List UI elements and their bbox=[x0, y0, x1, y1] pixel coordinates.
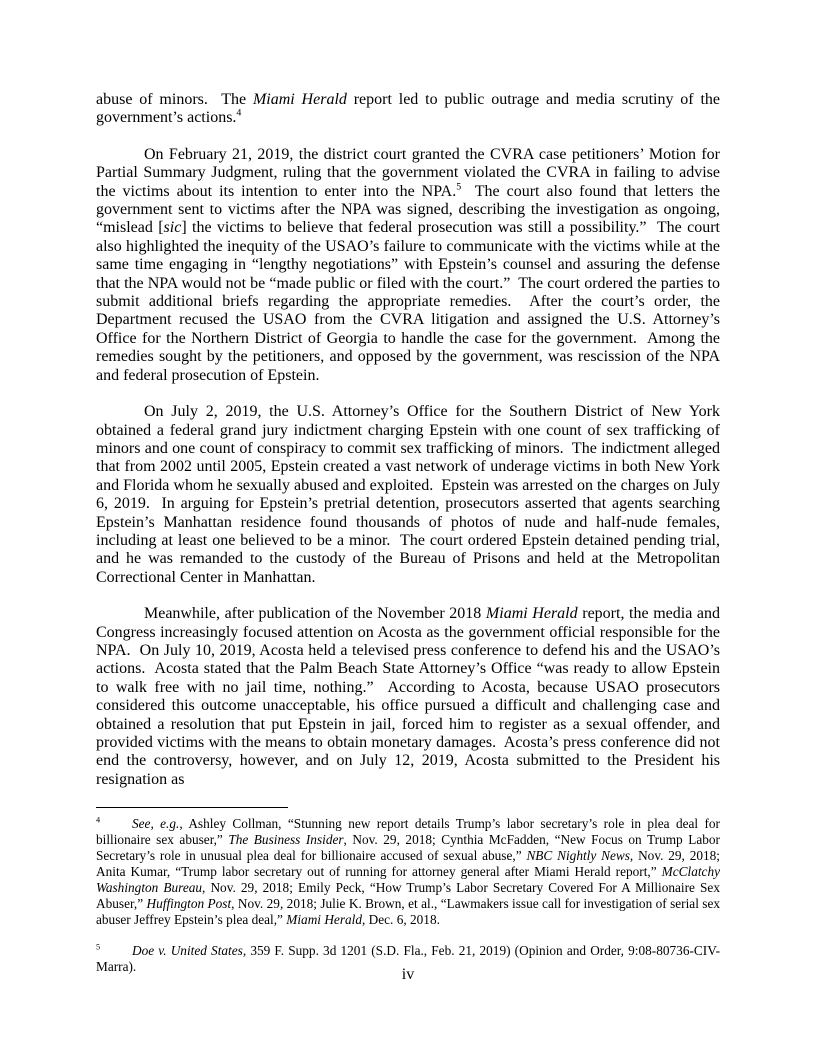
footnote-marker: 5 bbox=[96, 942, 101, 952]
text-run: abuse of minors. The bbox=[96, 91, 253, 108]
text-run: report, the media and Congress increasingly focused attention on Acosta as the government official responsible for the NPA. On July 10, 2019, Acosta held a televised press conference to defend his and the USAO’s actions. Acosta stated that the Palm Beach State Attorney’s Office “was ready to allow Epstein to walk free with no jail time, nothing.” According to Acosta, because USAO prosecutors considered this outcome unacceptable, his office pursued a difficult and challenging case and obtained a resolution that put Epstein in jail, forced him to register as a sexual offender, and provided victims with the means to obtain monetary damages. Acosta’s press conference did not end the controversy, however, and on July 12, 2019, Acosta submitted to the President his resignation as bbox=[96, 605, 721, 788]
italic-text: McClatchy Washington Bureau bbox=[96, 864, 720, 896]
text-run: , Nov. 29, 2018; Anita Kumar, “Trump labor secretary out of running for attorney general after Miami Herald report,” bbox=[96, 848, 720, 880]
italic-text: Doe v. United States, bbox=[132, 943, 247, 959]
text-run: 359 F. Supp. 3d 1201 (S.D. Fla., Feb. 21, 2019) (Opinion and Order, 9:08-80736-CIV-Marra). bbox=[96, 943, 721, 975]
text-run: , Nov. 29, 2018; Julie K. Brown, et al., “Lawmakers issue call for investigation of serial sex abuser Jeffrey Epstein’s plea deal,” bbox=[96, 896, 721, 928]
footnote-separator bbox=[96, 807, 288, 808]
body-paragraph bbox=[96, 146, 720, 385]
italic-text: Huffington Post bbox=[146, 896, 232, 912]
footnote-item bbox=[96, 816, 720, 928]
italic-text: NBC Nightly News bbox=[526, 848, 630, 864]
italic-text: The Business Insider bbox=[228, 832, 344, 848]
text-run: , Nov. 29, 2018; Emily Peck, “How Trump’s Labor Secretary Covered For A Millionaire Sex Abuser,” bbox=[96, 880, 720, 912]
text-run: , Dec. 6, 2018. bbox=[362, 912, 440, 928]
text-block bbox=[96, 91, 720, 990]
text-run: On July 2, 2019, the U.S. Attorney’s Office for the Southern District of New York obtained a federal grand jury indictment charging Epstein with one count of sex trafficking of minors and one count of conspiracy to commit sex trafficking of minors. The indictment alleged that from 2002 until 2005, Epstein created a vast network of underage victims in both New York and Florida whom he sexually abused and exploited. Epstein was arrested on the charges on July 6, 2019. In arguing for Epstein’s pretrial detention, prosecutors asserted that agents searching Epstein’s Manhattan residence found thousands of photos of nude and half-nude females, including at least one believed to be a minor. The court ordered Epstein detained pending trial, and he was remanded to the custody of the Bureau of Prisons and held at the Metropolitan Correctional Center in Manhattan. bbox=[96, 403, 720, 586]
text-run: , Ashley Collman, “Stunning new report details Trump’s labor secretary’s role in plea deal for billionaire sex abuser,” bbox=[96, 816, 720, 848]
text-run: , Nov. 29, 2018; Cynthia McFadden, “New Focus on Trump Labor Secretary’s role in unusual plea deal for billionaire accused of sexual abuse,” bbox=[96, 832, 720, 864]
footnotes bbox=[96, 816, 720, 975]
text-run: ] the victims to believe that federal prosecution was still a possibility.” The court also highlighted the inequity of the USAO’s failure to communicate with the victims while at the same time engaging in “lengthy negotiations” with Epstein’s counsel and assuring the defense that the NPA would not be “made public or filed with the court.” The court ordered the parties to submit additional briefs regarding the appropriate remedies. After the court’s order, the Department recused the USAO from the CVRA litigation and assigned the U.S. Attorney’s Office for the Northern District of Georgia to handle the case for the government. Among the remedies sought by the petitioners, and opposed by the government, was rescission of the NPA and federal prosecution of Epstein. bbox=[96, 219, 720, 384]
text-run: report led to public outrage and media scrutiny of the government’s actions. bbox=[96, 91, 720, 127]
body-paragraph bbox=[96, 91, 720, 128]
footnote-ref: 4 bbox=[236, 108, 242, 120]
italic-text: Miami Herald bbox=[286, 912, 362, 928]
text-run: Meanwhile, after publication of the November 2018 bbox=[144, 605, 486, 623]
body-paragraph bbox=[96, 605, 720, 789]
text-run: The court also found that letters the government sent to victims after the NPA was signed, describing the investigation as ongoing, “mislead [ bbox=[96, 182, 720, 237]
italic-text: See, e.g. bbox=[132, 816, 180, 832]
italic-text: Miami Herald bbox=[485, 605, 578, 623]
italic-text: Miami Herald bbox=[252, 91, 347, 108]
footnote-marker: 4 bbox=[96, 815, 101, 825]
italic-text: sic bbox=[163, 219, 182, 237]
body-paragraphs bbox=[96, 91, 720, 789]
page-number: iv bbox=[401, 966, 415, 983]
text-run: On February 21, 2019, the district court granted the CVRA case petitioners’ Motion for Partial Summary Judgment, ruling that the government violated the CVRA in failing to advise the victims about its intention to enter into the NPA. bbox=[96, 145, 720, 200]
footnote-ref: 5 bbox=[456, 181, 462, 193]
body-paragraph bbox=[96, 403, 720, 587]
